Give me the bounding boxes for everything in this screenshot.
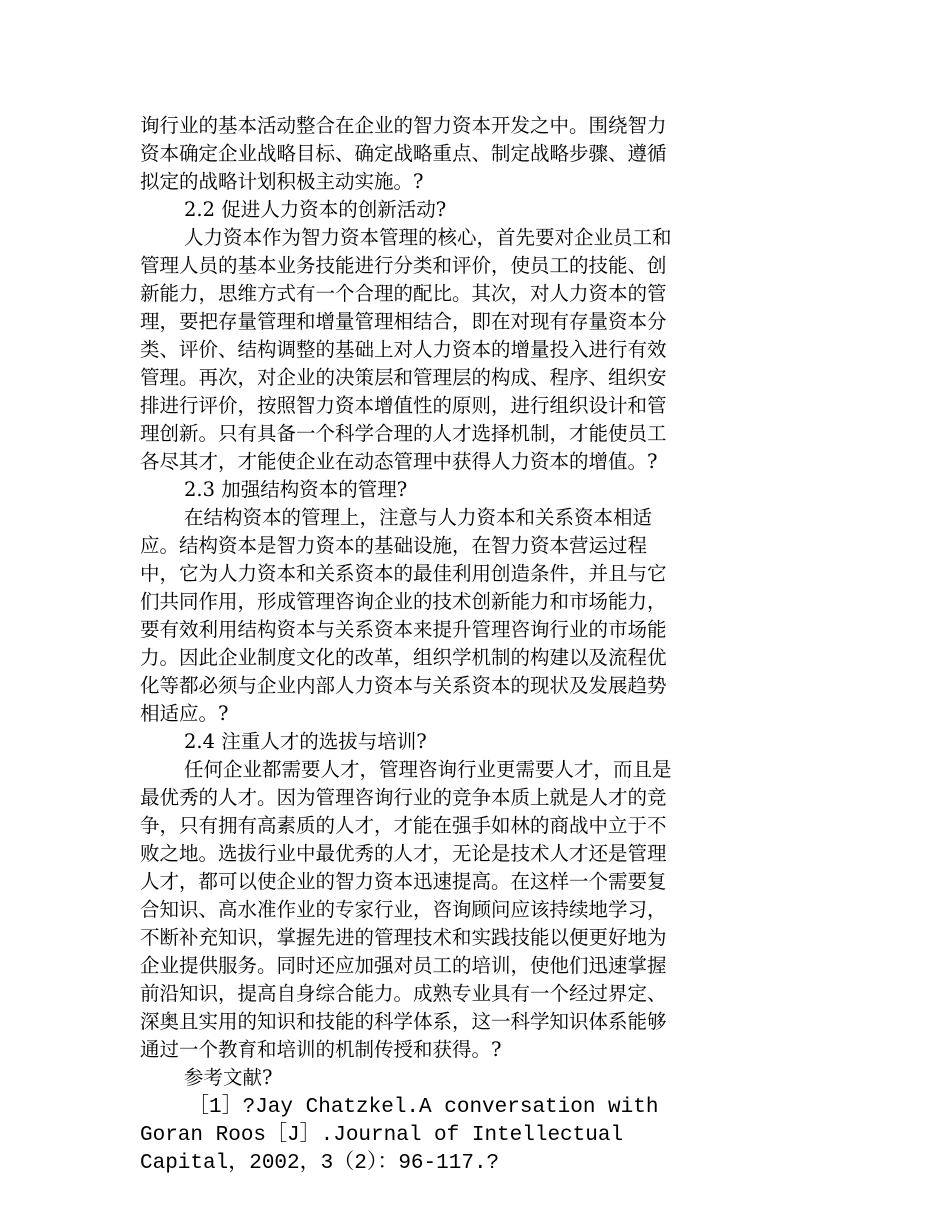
text-line: 在结构资本的管理上，注意与人力资本和关系资本相适 [184, 506, 653, 529]
text-line: 应。结构资本是智力资本的基础设施，在智力资本营运过程 [140, 534, 648, 557]
text-line: 资本确定企业战略目标、确定战略重点、制定战略步骤、遵循 [140, 142, 667, 165]
text-line: 通过一个教育和培训的机制传授和获得。? [140, 1038, 502, 1061]
text-line: 们共同作用，形成管理咨询企业的技术创新能力和市场能力， [140, 590, 667, 613]
text-line: 合知识、高水准作业的专家行业，咨询顾问应该持续地学习， [140, 898, 667, 921]
text-line: 任何企业都需要人才，管理咨询行业更需要人才，而且是 [184, 758, 672, 781]
text-line: 最优秀的人才。因为管理咨询行业的竞争本质上就是人才的竞 [140, 786, 667, 809]
text-line: 相适应。? [140, 702, 229, 725]
text-line: 理，要把存量管理和增量管理相结合，即在对现有存量资本分 [140, 310, 667, 333]
text-line: 询行业的基本活动整合在企业的智力资本开发之中。围绕智力 [140, 114, 667, 137]
text-line: 企业提供服务。同时还应加强对员工的培训，使他们迅速掌握 [140, 954, 667, 977]
document-page [140, 112, 740, 1178]
text-line: 管理人员的基本业务技能进行分类和评价，使员工的技能、创 [140, 254, 667, 277]
text-line: 类、评价、结构调整的基础上对人力资本的增量投入进行有效 [140, 338, 667, 361]
text-line: 新能力，思维方式有一个合理的配比。其次，对人力资本的管 [140, 282, 667, 305]
text-line: 化等都必须与企业内部人力资本与关系资本的现状及发展趋势 [140, 674, 667, 697]
text-line: 不断补充知识，掌握先进的管理技术和实践技能以便更好地为 [140, 926, 667, 949]
reference-line: ［1］?Jay Chatzkel.A conversation with [188, 1096, 659, 1119]
text-line: 各尽其才，才能使企业在动态管理中获得人力资本的增值。? [140, 450, 658, 473]
text-line: 争，只有拥有高素质的人才，才能在强手如林的商战中立于不 [140, 814, 667, 837]
text-line: 中，它为人力资本和关系资本的最佳利用创造条件，并且与它 [140, 562, 667, 585]
text-line: 要有效利用结构资本与关系资本来提升管理咨询行业的市场能 [140, 618, 667, 641]
text-line: 深奥且实用的知识和技能的科学体系，这一科学知识体系能够 [140, 1010, 667, 1033]
section-heading: 2.3 加强结构资本的管理? [184, 478, 408, 501]
text-line: 力。因此企业制度文化的改革，组织学机制的构建以及流程优 [140, 646, 667, 669]
text-line: 前沿知识，提高自身综合能力。成熟专业具有一个经过界定、 [140, 982, 667, 1005]
text-line: 拟定的战略计划积极主动实施。? [140, 170, 424, 193]
text-line: 排进行评价，按照智力资本增值性的原则，进行组织设计和管 [140, 394, 667, 417]
text-line: 人力资本作为智力资本管理的核心，首先要对企业员工和 [184, 226, 672, 249]
text-line: 理创新。只有具备一个科学合理的人才选择机制，才能使员工 [140, 422, 667, 445]
section-heading: 2.2 促进人力资本的创新活动? [184, 198, 447, 221]
section-heading: 2.4 注重人才的选拔与培训? [184, 730, 427, 753]
reference-line: Capital，2002，3（2）：96-117.? [140, 1152, 500, 1175]
text-line: 败之地。选拔行业中最优秀的人才，无论是技术人才还是管理 [140, 842, 667, 865]
body-text [140, 112, 740, 1092]
reference-list [140, 1094, 740, 1178]
references-heading: 参考文献? [184, 1066, 273, 1089]
text-line: 管理。再次，对企业的决策层和管理层的构成、程序、组织安 [140, 366, 667, 389]
reference-line: Goran Roos［J］.Journal of Intellectual [140, 1124, 624, 1147]
text-line: 人才，都可以使企业的智力资本迅速提高。在这样一个需要复 [140, 870, 667, 893]
